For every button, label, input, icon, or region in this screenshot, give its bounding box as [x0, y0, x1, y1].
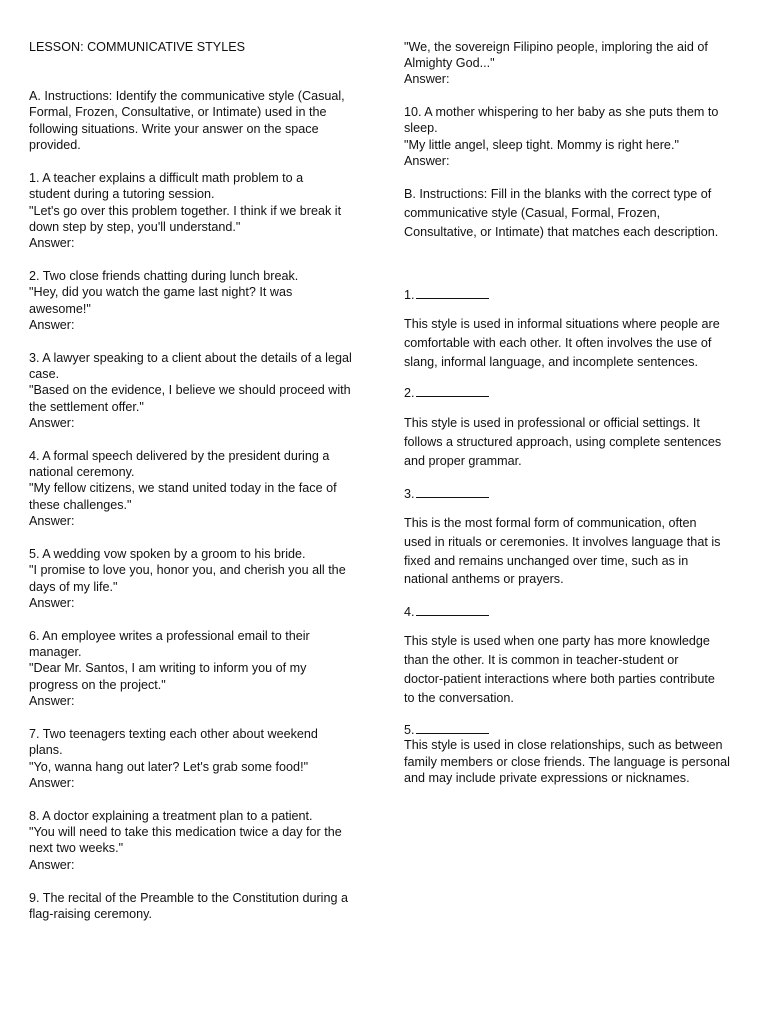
- text-line: fixed and remains unchanged over time, such as in: [404, 554, 689, 568]
- blank-number: 3.: [404, 487, 415, 501]
- fill-blank-item: [404, 721, 489, 738]
- text-line: slang, informal language, and incomplete sentences.: [404, 355, 699, 369]
- text-line: 3. A lawyer speaking to a client about the details of a legal: [29, 351, 352, 365]
- text-line: comfortable with each other. It often involves the use of: [404, 336, 712, 350]
- text-line: "Hey, did you watch the game last night? It was: [29, 285, 293, 299]
- text-line: Answer:: [29, 416, 75, 430]
- text-line: "I promise to love you, honor you, and cherish you all the: [29, 563, 346, 577]
- answer-blank[interactable]: [416, 603, 489, 616]
- text-line: 4. A formal speech delivered by the president during a: [29, 449, 330, 463]
- text-line: provided.: [29, 138, 81, 152]
- text-line: national ceremony.: [29, 465, 135, 479]
- text-line: "We, the sovereign Filipino people, imploring the aid of: [404, 40, 708, 54]
- text-line: Answer:: [29, 776, 75, 790]
- text-line: to the conversation.: [404, 691, 514, 705]
- text-line: A. Instructions: Identify the communicative style (Casual,: [29, 89, 345, 103]
- fill-blank-item: [404, 485, 489, 502]
- text-line: used in rituals or ceremonies. It involves language that is: [404, 535, 721, 549]
- text-line: 7. Two teenagers texting each other about weekend: [29, 727, 318, 741]
- text-line: Answer:: [29, 596, 75, 610]
- text-line: "Let's go over this problem together. I think if we break it: [29, 204, 342, 218]
- blank-number: 1.: [404, 288, 415, 302]
- answer-blank[interactable]: [416, 721, 489, 734]
- text-line: Answer:: [29, 694, 75, 708]
- text-line: "Yo, wanna hang out later? Let's grab some food!": [29, 760, 309, 774]
- text-line: This is the most formal form of communication, often: [404, 516, 697, 530]
- text-line: down step by step, you'll understand.": [29, 220, 241, 234]
- text-line: "My fellow citizens, we stand united today in the face of: [29, 481, 337, 495]
- text-line: manager.: [29, 645, 82, 659]
- fill-blank-item: [404, 603, 489, 620]
- text-line: 1. A teacher explains a difficult math problem to a: [29, 171, 304, 185]
- text-line: follows a structured approach, using complete sentences: [404, 435, 722, 449]
- text-line: LESSON: COMMUNICATIVE STYLES: [29, 40, 245, 54]
- text-line: and proper grammar.: [404, 454, 522, 468]
- answer-blank[interactable]: [416, 384, 489, 397]
- text-line: Answer:: [29, 236, 75, 250]
- text-line: than the other. It is common in teacher-student or: [404, 653, 679, 667]
- text-line: "My little angel, sleep tight. Mommy is right here.": [404, 138, 679, 152]
- text-line: Answer:: [404, 154, 450, 168]
- text-line: This style is used when one party has more knowledge: [404, 634, 710, 648]
- text-line: next two weeks.": [29, 841, 124, 855]
- text-line: Formal, Frozen, Consultative, or Intimate) used in the: [29, 105, 327, 119]
- text-line: case.: [29, 367, 60, 381]
- text-line: family members or close friends. The language is personal: [404, 755, 730, 769]
- answer-blank[interactable]: [416, 485, 489, 498]
- text-line: This style is used in professional or official settings. It: [404, 416, 700, 430]
- text-line: This style is used in close relationships, such as between: [404, 738, 723, 752]
- text-line: Answer:: [404, 72, 450, 86]
- text-line: "Dear Mr. Santos, I am writing to inform you of my: [29, 661, 307, 675]
- text-line: doctor-patient interactions where both parties contribute: [404, 672, 715, 686]
- text-line: and may include private expressions or nicknames.: [404, 771, 690, 785]
- text-line: awesome!": [29, 302, 91, 316]
- text-line: these challenges.": [29, 498, 132, 512]
- blank-number: 5.: [404, 723, 415, 737]
- text-line: sleep.: [404, 121, 438, 135]
- text-line: plans.: [29, 743, 63, 757]
- text-line: 9. The recital of the Preamble to the Constitution during a: [29, 891, 348, 905]
- answer-blank[interactable]: [416, 286, 489, 299]
- blank-number: 2.: [404, 386, 415, 400]
- text-line: This style is used in informal situations where people are: [404, 317, 720, 331]
- text-line: 6. An employee writes a professional email to their: [29, 629, 310, 643]
- text-line: communicative style (Casual, Formal, Frozen,: [404, 206, 661, 220]
- text-line: "You will need to take this medication twice a day for the: [29, 825, 342, 839]
- text-line: "Based on the evidence, I believe we should proceed with: [29, 383, 351, 397]
- text-line: following situations. Write your answer on the space: [29, 122, 319, 136]
- text-line: Consultative, or Intimate) that matches each description.: [404, 225, 719, 239]
- text-line: B. Instructions: Fill in the blanks with the correct type of: [404, 187, 712, 201]
- text-line: days of my life.": [29, 580, 118, 594]
- text-line: 5. A wedding vow spoken by a groom to his bride.: [29, 547, 306, 561]
- fill-blank-item: [404, 286, 489, 303]
- text-line: 8. A doctor explaining a treatment plan to a patient.: [29, 809, 313, 823]
- blank-number: 4.: [404, 605, 415, 619]
- text-line: Answer:: [29, 318, 75, 332]
- text-line: Answer:: [29, 514, 75, 528]
- fill-blank-item: [404, 384, 489, 401]
- text-line: progress on the project.": [29, 678, 166, 692]
- text-line: 10. A mother whispering to her baby as she puts them to: [404, 105, 719, 119]
- text-line: Answer:: [29, 858, 75, 872]
- text-line: Almighty God...": [404, 56, 495, 70]
- text-line: 2. Two close friends chatting during lunch break.: [29, 269, 299, 283]
- text-line: student during a tutoring session.: [29, 187, 215, 201]
- text-line: national anthems or prayers.: [404, 572, 564, 586]
- text-line: the settlement offer.": [29, 400, 144, 414]
- text-line: flag-raising ceremony.: [29, 907, 152, 921]
